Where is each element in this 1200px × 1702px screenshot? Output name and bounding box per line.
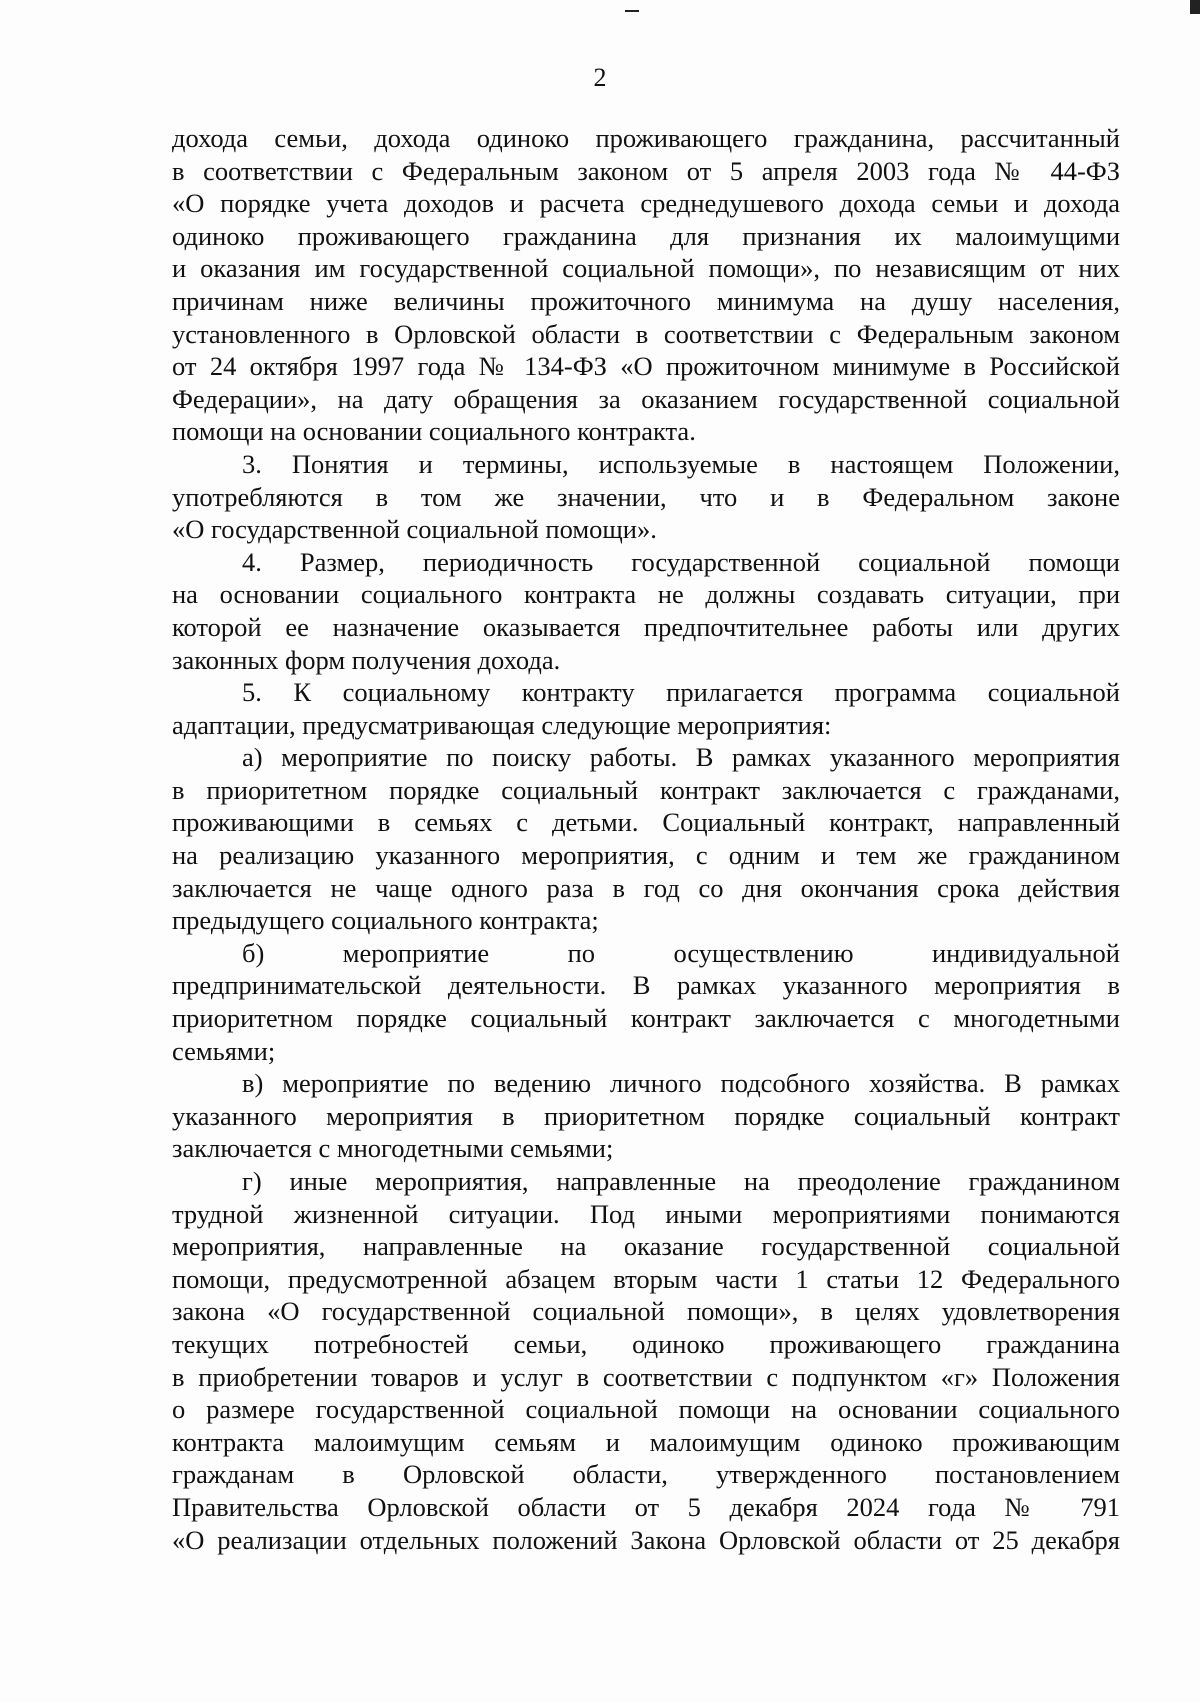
text-line: в приоритетном порядке социальный контракт заключается с гражданами, [172, 774, 1120, 805]
text-line: указанного мероприятия в приоритетном порядке социальный контракт [172, 1100, 1120, 1131]
text-line: заключается не чаще одного раза в год со дня окончания срока действия [172, 872, 1120, 903]
text-line: на реализацию указанного мероприятия, с одним и тем же гражданином [172, 840, 1120, 871]
text-line: 5. К социальному контракту прилагается программа социальной [242, 677, 1120, 708]
text-line: «О государственной социальной помощи». [172, 514, 657, 545]
text-line: в) мероприятие по ведению личного подсобного хозяйства. В рамках [242, 1068, 1120, 1099]
text-line: приоритетном порядке социальный контракт заключается с многодетными [172, 1003, 1120, 1034]
text-line: контракта малоимущим семьям и малоимущим одиноко проживающим [172, 1426, 1120, 1457]
text-line: 4. Размер, периодичность государственной социальной помощи [242, 546, 1120, 577]
text-line: одиноко проживающего гражданина для признания их малоимущими [172, 220, 1120, 251]
text-line: установленного в Орловской области в соответствии с Федеральным законом [172, 318, 1120, 349]
text-line: и оказания им государственной социальной помощи», по независящим от них [172, 253, 1120, 284]
text-line: «О реализации отдельных положений Закона Орловской области от 25 декабря [172, 1524, 1120, 1555]
body-text [172, 122, 1120, 1556]
text-line: помощи, предусмотренной абзацем вторым части 1 статьи 12 Федерального [172, 1263, 1120, 1294]
text-line: г) иные мероприятия, направленные на преодоление гражданином [242, 1166, 1120, 1196]
text-line: а) мероприятие по поиску работы. В рамках указанного мероприятия [242, 742, 1120, 773]
text-line: о размере государственной социальной помощи на основании социального [172, 1394, 1120, 1425]
text-line: Правительства Орловской области от 5 декабря 2024 года № 791 [172, 1491, 1120, 1522]
text-line: законных форм получения дохода. [172, 644, 561, 675]
text-line: употребляются в том же значении, что и в Федеральном законе [172, 481, 1120, 512]
text-line: причинам ниже величины прожиточного минимума на душу населения, [172, 285, 1120, 316]
text-line: гражданам в Орловской области, утвержденного постановлением [172, 1459, 1120, 1490]
scan-artifact [1190, 0, 1200, 14]
text-line: заключается с многодетными семьями; [172, 1133, 614, 1164]
text-line: трудной жизненной ситуации. Под иными мероприятиями понимаются [172, 1198, 1120, 1229]
text-line: закона «О государственной социальной помощи», в целях удовлетворения [172, 1296, 1120, 1327]
text-line: в соответствии с Федеральным законом от 5 апреля 2003 года № 44-ФЗ [172, 155, 1120, 186]
text-line: семьями; [172, 1035, 276, 1066]
text-line: Федерации», на дату обращения за оказанием государственной социальной [172, 383, 1120, 414]
text-line: от 24 октября 1997 года № 134-ФЗ «О прожиточном минимуме в Российской [172, 351, 1120, 382]
text-line: предыдущего социального контракта; [172, 905, 599, 936]
text-line: в приобретении товаров и услуг в соответствии с подпунктом «г» Положения [172, 1361, 1120, 1392]
text-line: на основании социального контракта не должны создавать ситуации, при [172, 579, 1120, 610]
text-line: «О порядке учета доходов и расчета среднедушевого дохода семьи и дохода [172, 188, 1120, 219]
page-number: 2 [593, 63, 607, 92]
text-line: мероприятия, направленные на оказание государственной социальной [172, 1231, 1120, 1262]
text-line: текущих потребностей семьи, одиноко проживающего гражданина [172, 1328, 1120, 1359]
text-line: которой ее назначение оказывается предпочтительнее работы или других [172, 611, 1120, 642]
text-line: адаптации, предусматривающая следующие мероприятия: [172, 709, 832, 740]
text-line: б) мероприятие по осуществлению индивидуальной [242, 937, 1120, 968]
text-line: проживающими в семьях с детьми. Социальный контракт, направленный [172, 807, 1120, 838]
text-line: 3. Понятия и термины, используемые в настоящем Положении, [242, 448, 1120, 479]
text-line: дохода семьи, дохода одиноко проживающего гражданина, рассчитанный [172, 123, 1120, 153]
text-line: предпринимательской деятельности. В рамках указанного мероприятия в [172, 970, 1120, 1001]
scan-artifact [625, 10, 639, 12]
text-line: помощи на основании социального контракта. [172, 416, 696, 447]
